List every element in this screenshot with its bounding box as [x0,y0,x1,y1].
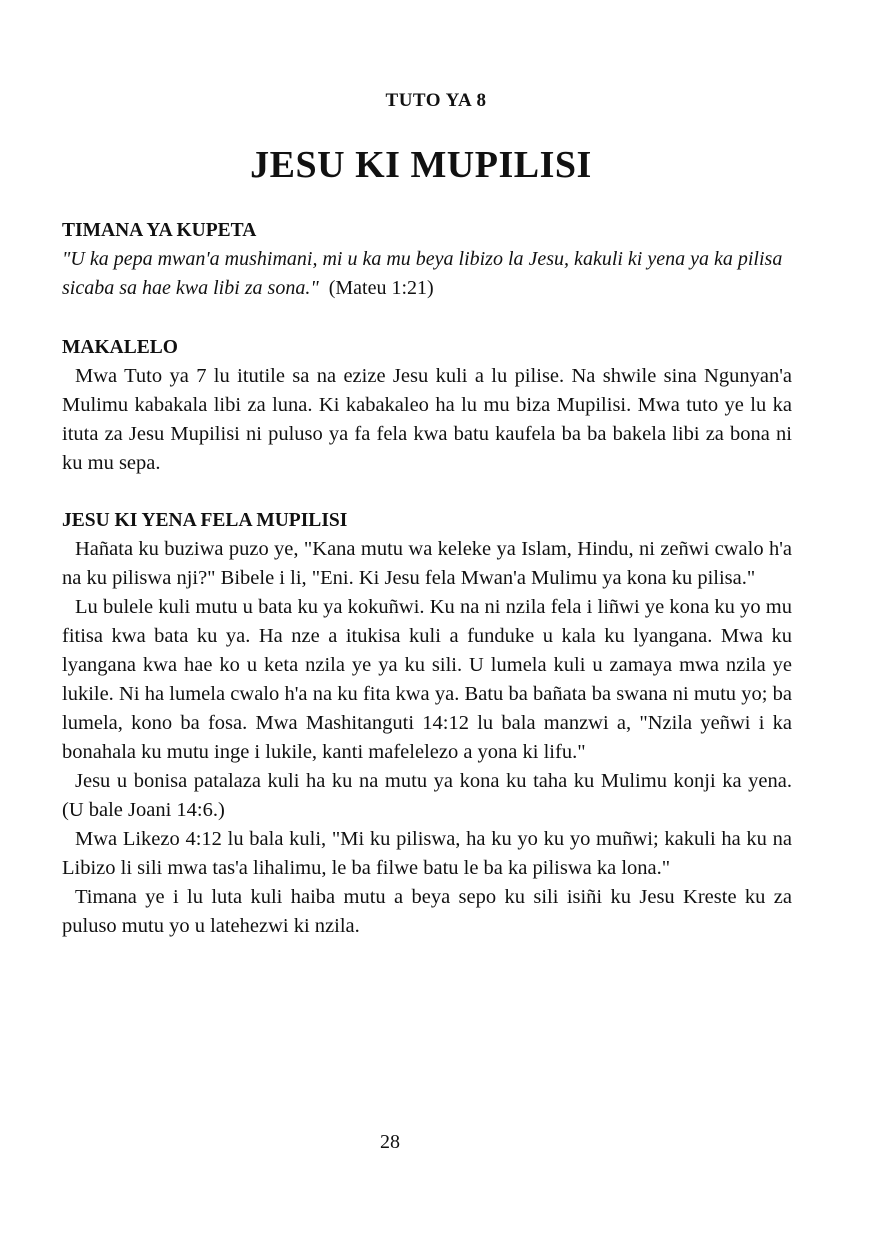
lesson-number-label: TUTO YA 8 [385,90,487,111]
memory-verse-text [62,245,792,303]
memory-verse-reference: (Mateu 1:21) [328,277,434,299]
main-paragraph: Jesu u bonisa patalaza kuli ha ku na mutu ya kona ku taha ku Mulimu konji ka yena. (U bale Joani 14:6.) [62,770,792,821]
intro-paragraph: Mwa Tuto ya 7 lu itutile sa na ezize Jesu kuli a lu pilise. Na shwile sina Ngunyan'a Mulimu kabakala libi za luna. Ki kabakaleo ha lu mu biza Mupilisi. Mwa tuto ye lu ka ituta za Jesu Mupilisi ni puluso ya fa fela kwa batu kaufela ba ba bakela libi za bona ni ku mu sepa. [62,365,792,474]
lesson-title: JESU KI MUPILISI [250,144,592,186]
main-paragraph: Timana ye i lu luta kuli haiba mutu a beya sepo ku sili isiñi ku Jesu Kreste ku za puluso mutu yo u latehezwi ki nzila. [62,886,792,937]
memory-verse-heading: TIMANA YA KUPETA [62,220,257,241]
main-paragraph: Lu bulele kuli mutu u bata ku ya kokuñwi. Ku na ni nzila fela i liñwi ye kona ku yo mu fitisa kwa bata ku ya. Ha nze a itukisa kuli a funduke u kala ku lyangana. Mwa ku lyangana kwa hae ko u keta nzila ye ya ku sili. U lumela kuli u zamaya mwa nzila ye lukile. Ni ha lumela cwalo h'a na ku fita kwa ya. Batu ba bañata ba swana ni mutu yo; ba lumela, kono ba fosa. Mwa Mashitanguti 14:12 lu bala manzwi a, "Nzila yeñwi i ka bonahala ku mutu inge i lukile, kanti mafelelezo a yona ki lifu." [62,596,792,763]
main-section [62,506,792,941]
memory-verse-section [62,216,792,303]
page-number: 28 [380,1131,400,1153]
main-paragraph: Hañata ku buziwa puzo ye, "Kana mutu wa keleke ya Islam, Hindu, ni zeñwi cwalo h'a na ku piliswa nji?" Bibele i li, "Eni. Ki Jesu fela Mwan'a Mulimu ya kona ku pilisa." [62,538,792,589]
main-section-heading: JESU KI YENA FELA MUPILISI [62,510,348,531]
main-paragraph: Mwa Likezo 4:12 lu bala kuli, "Mi ku piliswa, ha ku yo ku yo muñwi; kakuli ha ku na Libizo li sili mwa tas'a lihalimu, le ba filwe batu le ba ka piliswa ka lona." [62,828,792,879]
memory-verse-quote: "U ka pepa mwan'a mushimani, mi u ka mu beya libizo la Jesu, kakuli ki yena ya ka pilisa sicaba sa hae kwa libi za sona." [62,248,783,299]
intro-heading: MAKALELO [62,337,178,358]
intro-section [62,333,792,478]
